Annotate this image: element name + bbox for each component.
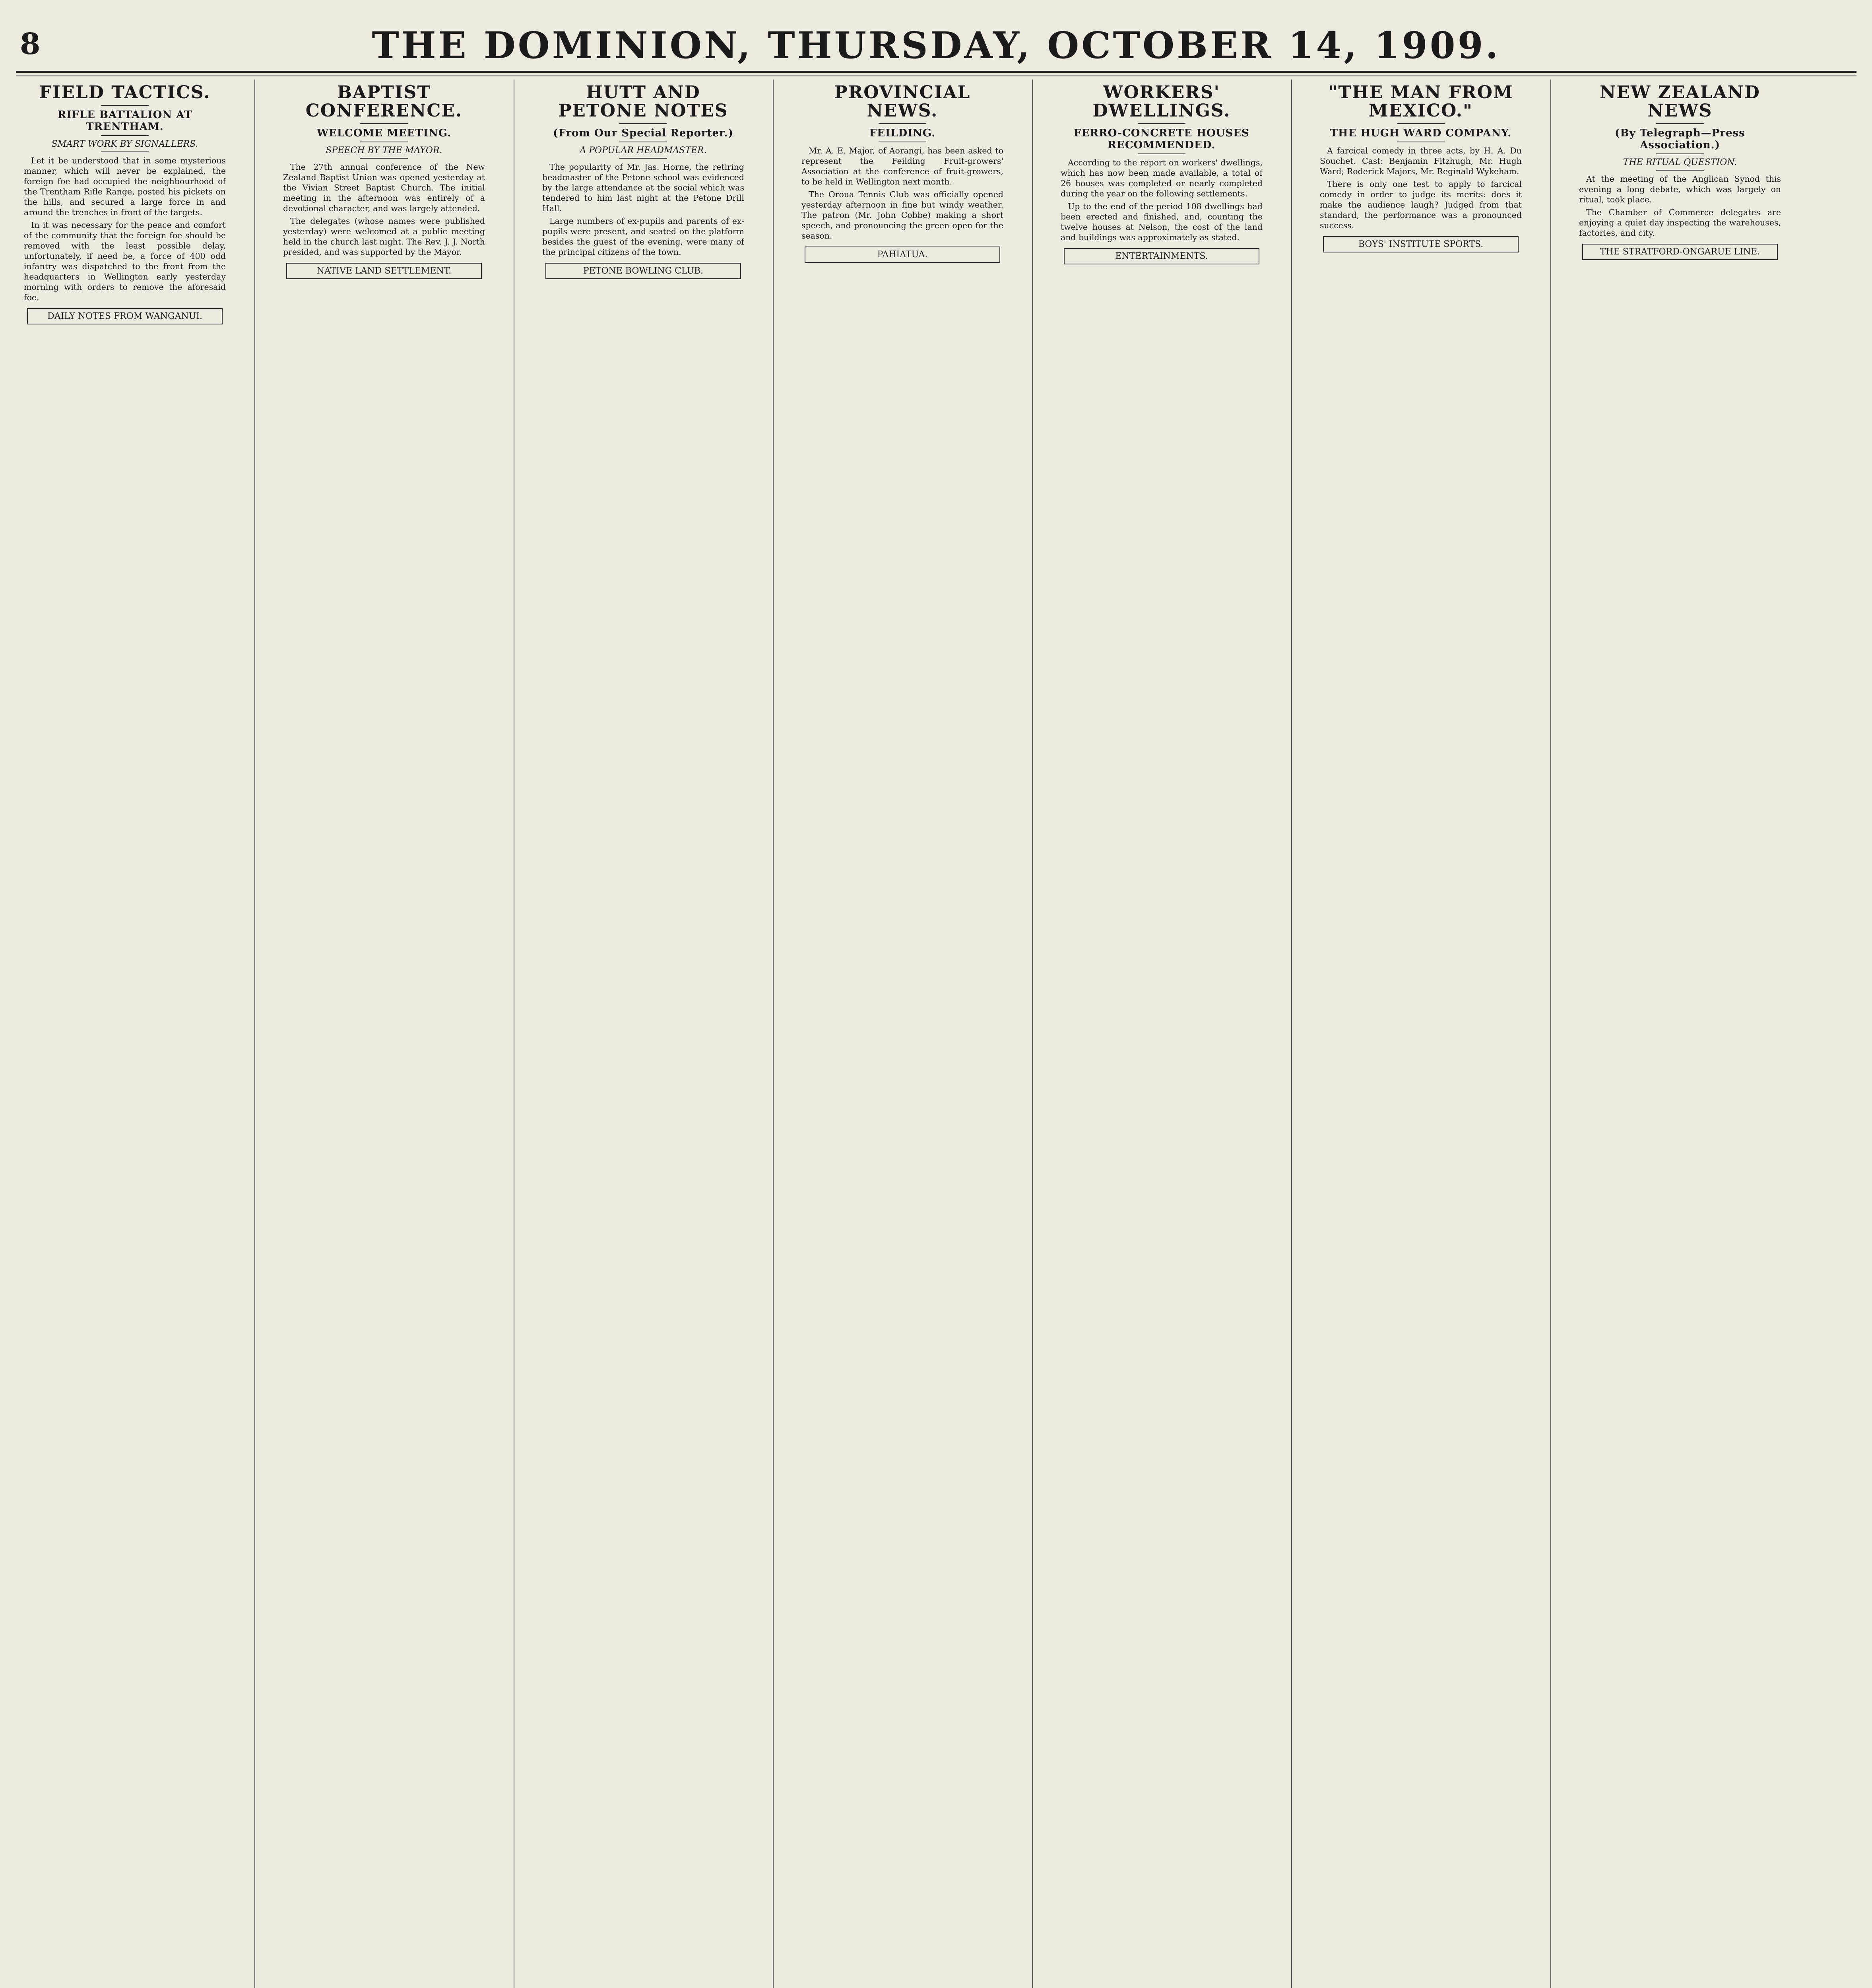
rule-divider bbox=[1138, 123, 1185, 124]
column-headline: NEW ZEALAND NEWS bbox=[1600, 82, 1760, 121]
column-subhead: (From Our Special Reporter.) bbox=[553, 127, 733, 140]
section-heading-box: PETONE BOWLING CLUB. bbox=[545, 263, 741, 279]
column-7 bbox=[1579, 80, 1781, 1988]
column-6 bbox=[1320, 80, 1522, 1988]
article-paragraph: At the meeting of the Anglican Synod this evening a long debate, which was largely on ritual, took place. bbox=[1579, 174, 1781, 205]
section-heading-box: THE STRATFORD-ONGARUE LINE. bbox=[1582, 244, 1778, 260]
column-subhead: WELCOME MEETING. bbox=[316, 127, 452, 140]
rule-divider bbox=[1656, 170, 1704, 171]
rule-divider bbox=[1656, 123, 1704, 124]
article-paragraph: There is only one test to apply to farcical comedy in order to judge its merits: does it make the audience laugh? Judged from that standard, the performance was a pronounced success. bbox=[1320, 179, 1522, 231]
article-paragraph: The popularity of Mr. Jas. Horne, the retiring headmaster of the Petone school was evidenced by the large attendance at the social which was tendered to him last night at the Petone Drill Hall. bbox=[542, 162, 744, 214]
column-subhead: FERRO-CONCRETE HOUSES RECOMMENDED. bbox=[1074, 127, 1249, 151]
column-subhead: (By Telegraph—Press Association.) bbox=[1615, 127, 1745, 151]
rule-divider bbox=[1138, 153, 1185, 154]
column-headline: "THE MAN FROM MEXICO." bbox=[1328, 82, 1513, 121]
column-1 bbox=[24, 80, 226, 1988]
column-3 bbox=[542, 80, 744, 1988]
masthead-title: THE DOMINION, THURSDAY, OCTOBER 14, 1909. bbox=[372, 24, 1501, 67]
column-headline: HUTT AND PETONE NOTES bbox=[558, 82, 728, 121]
column-divider bbox=[1291, 80, 1292, 1988]
column-subhead: SMART WORK BY SIGNALLERS. bbox=[51, 139, 198, 149]
column-headline: FIELD TACTICS. bbox=[39, 82, 211, 103]
column-headline: PROVINCIAL NEWS. bbox=[834, 82, 971, 121]
column-subhead: A POPULAR HEADMASTER. bbox=[580, 146, 707, 156]
column-subhead: SPEECH BY THE MAYOR. bbox=[326, 146, 442, 156]
section-heading-box: NATIVE LAND SETTLEMENT. bbox=[286, 263, 482, 279]
rule-divider bbox=[360, 123, 408, 124]
masthead-rule bbox=[16, 71, 1856, 73]
column-subhead: RIFLE BATTALION AT TRENTHAM. bbox=[57, 109, 192, 133]
column-divider bbox=[1032, 80, 1033, 1988]
rule-divider bbox=[1656, 153, 1704, 154]
column-headline: WORKERS' DWELLINGS. bbox=[1092, 82, 1231, 121]
rule-divider bbox=[879, 123, 926, 124]
section-heading-box: DAILY NOTES FROM WANGANUI. bbox=[27, 308, 223, 324]
article-paragraph: The Chamber of Commerce delegates are enjoying a quiet day inspecting the warehouses, factories, and city. bbox=[1579, 208, 1781, 238]
article-paragraph: The delegates (whose names were published yesterday) were welcomed at a public meeting held in the church last night. The Rev. J. J. North presided, and was supported by the Mayor. bbox=[283, 216, 485, 257]
article-paragraph: Mr. A. E. Major, of Aorangi, has been asked to represent the Feilding Fruit-growers' Association at the conference of fruit-growers, to be held in Wellington next month. bbox=[801, 146, 1003, 187]
page-number: 8 bbox=[20, 27, 41, 61]
column-divider bbox=[254, 80, 255, 1988]
article-paragraph: Let it be understood that in some mysterious manner, which will never be explained, the foreign foe had occupied the neighbourhood of the Trentham Rifle Range, posted his pickets on the hills, and secured a large force in and around the trenches in front of the targets. bbox=[24, 156, 226, 217]
rule-divider bbox=[619, 123, 667, 124]
article-paragraph: In it was necessary for the peace and comfort of the community that the foreign foe should be removed with the least possible delay, unfortunately, if need be, a force of 400 odd infantry was dispatched to the front from the headquarters in Wellington early yesterday morning with orders to remove the aforesaid foe. bbox=[24, 220, 226, 303]
column-subhead: FEILDING. bbox=[869, 127, 936, 140]
column-subhead: THE RITUAL QUESTION. bbox=[1623, 157, 1737, 168]
column-headline: BAPTIST CONFERENCE. bbox=[305, 82, 463, 121]
column-2 bbox=[283, 80, 485, 1988]
rule-divider bbox=[619, 158, 667, 159]
column-divider bbox=[773, 80, 774, 1988]
column-divider bbox=[1550, 80, 1551, 1988]
section-heading-box: ENTERTAINMENTS. bbox=[1064, 248, 1259, 264]
section-heading-box: PAHIATUA. bbox=[805, 247, 1000, 263]
article-paragraph: Up to the end of the period 108 dwellings had been erected and finished, and, counting the twelve houses at Nelson, the cost of the land and buildings was approximately as stated. bbox=[1061, 202, 1263, 243]
column-4 bbox=[801, 80, 1003, 1988]
rule-divider bbox=[1397, 123, 1445, 124]
column-5 bbox=[1061, 80, 1263, 1988]
article-paragraph: The 27th annual conference of the New Zealand Baptist Union was opened yesterday at the Vivian Street Baptist Church. The initial meeting in the afternoon was entirely of a devotional character, and was largely attended. bbox=[283, 162, 485, 214]
rule-divider bbox=[101, 105, 149, 106]
article-paragraph: According to the report on workers' dwellings, which has now been made available, a total of 26 houses was completed or nearly completed during the year on the following settlements. bbox=[1061, 158, 1263, 199]
rule-divider bbox=[360, 158, 408, 159]
rule-divider bbox=[101, 135, 149, 136]
rule-divider bbox=[101, 151, 149, 152]
article-paragraph: Large numbers of ex-pupils and parents of ex-pupils were present, and seated on the platform besides the guest of the evening, were many of the principal citizens of the town. bbox=[542, 216, 744, 257]
article-paragraph: The Oroua Tennis Club was officially opened yesterday afternoon in fine but windy weather. The patron (Mr. John Cobbe) making a short speech, and pronouncing the green open for the season. bbox=[801, 190, 1003, 241]
section-heading-box: BOYS' INSTITUTE SPORTS. bbox=[1323, 236, 1519, 252]
masthead bbox=[16, 24, 1856, 68]
article-paragraph: A farcical comedy in three acts, by H. A. Du Souchet. Cast: Benjamin Fitzhugh, Mr. Hugh Ward; Roderick Majors, Mr. Reginald Wykeham. bbox=[1320, 146, 1522, 177]
column-subhead: THE HUGH WARD COMPANY. bbox=[1330, 127, 1512, 140]
